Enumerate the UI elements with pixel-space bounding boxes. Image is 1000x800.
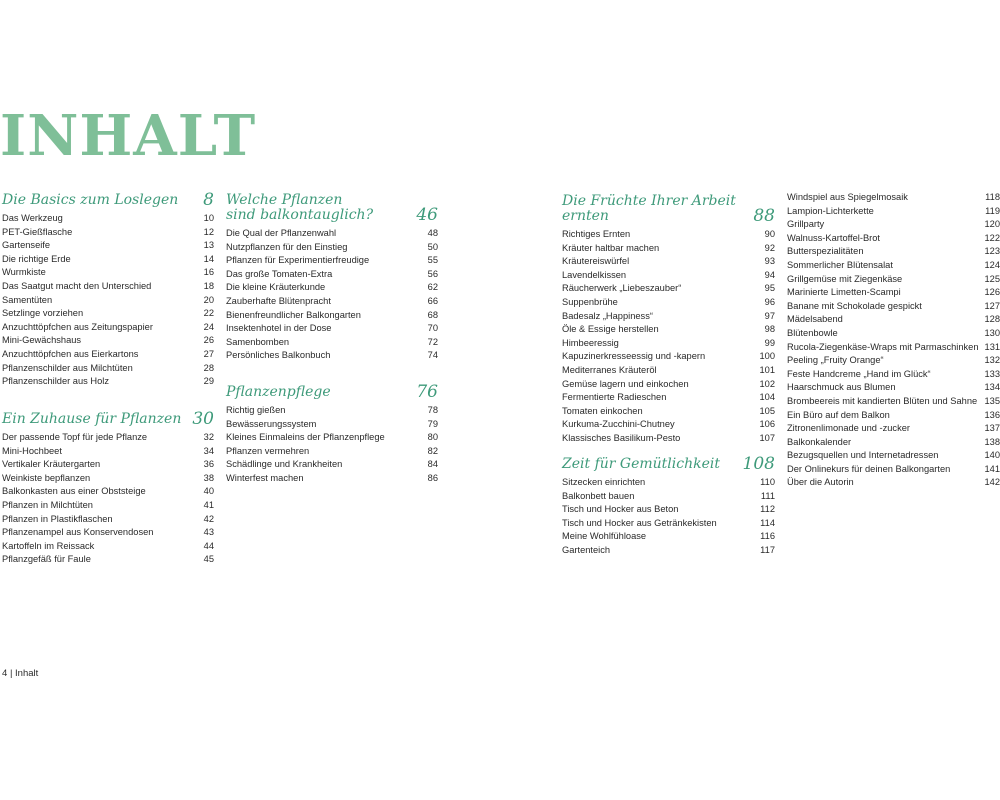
toc-entry-page: 41 — [203, 499, 214, 510]
toc-entry-page: 96 — [764, 296, 775, 307]
toc-entry-label: Samenbomben — [226, 336, 290, 347]
toc-entry-label: Zitronenlimonade und -zucker — [787, 423, 910, 434]
toc-entry[interactable] — [226, 418, 438, 432]
section-title: Pflanzenpflege — [226, 384, 331, 400]
toc-entry[interactable] — [2, 226, 214, 240]
section-title: Die Früchte Ihrer Arbeit ernten — [562, 193, 736, 224]
toc-entry-page: 124 — [984, 259, 1000, 270]
toc-entry-page: 22 — [203, 308, 214, 319]
page-title: INHALT — [0, 103, 257, 169]
toc-entry[interactable] — [562, 378, 775, 392]
section-heading[interactable] — [226, 382, 438, 402]
toc-entry-label: Bezugsquellen und Internetadressen — [787, 450, 939, 461]
toc-entry[interactable] — [787, 395, 1000, 409]
section-page: 88 — [753, 206, 775, 226]
toc-entry[interactable] — [2, 334, 214, 348]
toc-entry-page: 43 — [203, 527, 214, 538]
toc-entry-page: 106 — [759, 419, 775, 430]
entry-list — [226, 227, 438, 363]
toc-entry-page: 66 — [427, 295, 438, 306]
toc-entry-label: Winterfest machen — [226, 472, 304, 483]
toc-entry-page: 98 — [764, 324, 775, 335]
section-page: 46 — [416, 205, 438, 225]
section-title: Zeit für Gemütlichkeit — [562, 456, 720, 472]
toc-entry-label: Pflanzenschilder aus Milchtüten — [2, 362, 133, 373]
toc-entry[interactable] — [787, 341, 1000, 355]
toc-entry[interactable] — [2, 348, 214, 362]
toc-entry[interactable] — [2, 499, 214, 513]
toc-entry-label: Öle & Essige herstellen — [562, 324, 659, 335]
toc-entry-page: 118 — [985, 192, 1000, 202]
toc-entry-page: 132 — [984, 355, 1000, 366]
toc-entry-label: Grillparty — [787, 219, 825, 230]
toc-entry-page: 38 — [203, 472, 214, 483]
toc-entry-label: Richtiges Ernten — [562, 229, 631, 239]
toc-entry-label: Über die Autorin — [787, 477, 854, 488]
toc-entry-page: 93 — [764, 256, 775, 267]
toc-entry[interactable] — [226, 281, 438, 295]
toc-entry[interactable] — [2, 321, 214, 335]
toc-entry-page: 40 — [203, 486, 214, 497]
toc-entry-label: Pflanzen vermehren — [226, 445, 310, 456]
toc-entry-page: 13 — [203, 240, 214, 251]
toc-entry-label: Die Qual der Pflanzenwahl — [226, 228, 337, 238]
toc-entry-label: Wurmkiste — [2, 267, 46, 278]
toc-entry-page: 127 — [984, 300, 1000, 311]
footer-page-number: 4 — [2, 668, 8, 679]
toc-entry[interactable] — [562, 323, 775, 337]
toc-entry-label: Mädelsabend — [787, 314, 843, 325]
toc-entry-label: Der Onlinekurs für deinen Balkongarten — [787, 463, 951, 474]
toc-entry-label: Mini-Hochbeet — [2, 445, 62, 456]
toc-entry-page: 42 — [203, 513, 214, 524]
toc-entry-label: Der passende Topf für jede Pflanze — [2, 432, 148, 442]
toc-entry-page: 55 — [427, 255, 438, 266]
toc-entry-page: 92 — [764, 242, 775, 253]
toc-entry[interactable] — [2, 526, 214, 540]
toc-entry[interactable] — [562, 350, 775, 364]
toc-entry[interactable] — [562, 296, 775, 310]
toc-entry-label: Räucherwerk „Liebeszauber“ — [562, 283, 682, 294]
toc-entry-label: Balkonkasten aus einer Obststeige — [2, 486, 146, 497]
toc-entry-label: Banane mit Schokolade gespickt — [787, 300, 922, 311]
toc-entry-page: 99 — [764, 337, 775, 348]
toc-entry-page: 48 — [427, 228, 438, 238]
toc-entry[interactable] — [562, 418, 775, 432]
toc-section-basics — [2, 190, 214, 389]
toc-entry-page: 68 — [427, 309, 438, 320]
toc-entry[interactable] — [562, 476, 775, 490]
toc-entry-label: Lampion-Lichterkette — [787, 205, 874, 216]
toc-entry-label: Suppenbrühe — [562, 296, 618, 307]
toc-entry-page: 72 — [427, 336, 438, 347]
toc-entry-label: Rucola-Ziegenkäse-Wraps mit Parmaschinken — [787, 341, 979, 352]
toc-entry[interactable] — [787, 449, 1000, 463]
toc-entry-label: Vertikaler Kräutergarten — [2, 459, 101, 470]
toc-entry[interactable] — [787, 463, 1000, 477]
toc-entry[interactable] — [787, 300, 1000, 314]
toc-entry-page: 105 — [759, 405, 775, 416]
toc-entry[interactable] — [787, 368, 1000, 382]
toc-entry[interactable] — [787, 273, 1000, 287]
toc-entry-page: 140 — [984, 450, 1000, 461]
toc-entry-page: 120 — [984, 219, 1000, 230]
toc-entry-page: 56 — [427, 268, 438, 279]
toc-entry-page: 128 — [984, 314, 1000, 325]
toc-entry-page: 90 — [764, 229, 775, 239]
toc-entry[interactable] — [226, 472, 438, 486]
toc-entry-label: Tomaten einkochen — [562, 405, 643, 416]
toc-entry-page: 26 — [203, 335, 214, 346]
toc-entry-label: Klassisches Basilikum-Pesto — [562, 432, 681, 443]
toc-entry[interactable] — [226, 241, 438, 255]
toc-entry-label: Windspiel aus Spiegelmosaik — [787, 192, 908, 202]
toc-entry-page: 36 — [203, 459, 214, 470]
toc-entry-label: Blütenbowle — [787, 327, 838, 338]
section-heading[interactable] — [2, 190, 214, 210]
toc-entry[interactable] — [562, 364, 775, 378]
toc-entry-label: Tisch und Hocker aus Getränkekisten — [562, 517, 717, 528]
toc-entry-label: Grillgemüse mit Ziegenkäse — [787, 273, 903, 284]
toc-entry[interactable] — [2, 458, 214, 472]
toc-entry-label: Balkonbett bauen — [562, 490, 635, 501]
toc-entry[interactable] — [787, 232, 1000, 246]
toc-entry-label: Bewässerungssystem — [226, 418, 317, 429]
toc-section-pflanzen — [226, 193, 438, 363]
toc-entry-page: 97 — [764, 310, 775, 321]
toc-entry[interactable] — [226, 431, 438, 445]
toc-entry[interactable] — [562, 490, 775, 504]
toc-entry-page: 101 — [759, 364, 775, 375]
section-page: 30 — [192, 409, 214, 429]
toc-entry-page: 18 — [203, 280, 214, 291]
toc-entry[interactable] — [226, 309, 438, 323]
toc-entry-page: 84 — [427, 459, 438, 470]
toc-entry-page: 82 — [427, 445, 438, 456]
toc-entry-label: Insektenhotel in der Dose — [226, 323, 332, 334]
toc-entry[interactable] — [562, 530, 775, 544]
toc-entry-page: 32 — [203, 432, 214, 442]
toc-entry[interactable] — [562, 310, 775, 324]
toc-entry-label: Gartenteich — [562, 544, 611, 555]
toc-entry-label: PET-Gießflasche — [2, 226, 73, 237]
toc-entry-page: 126 — [984, 287, 1000, 298]
toc-entry-page: 138 — [984, 436, 1000, 447]
toc-entry-page: 28 — [203, 362, 214, 373]
toc-entry[interactable] — [787, 205, 1000, 219]
toc-entry-label: Kräuter haltbar machen — [562, 242, 660, 253]
toc-entry[interactable] — [562, 337, 775, 351]
toc-entry-page: 141 — [984, 463, 1000, 474]
section-heading[interactable] — [226, 193, 438, 223]
footer-label: Inhalt — [15, 668, 39, 679]
toc-entry[interactable] — [226, 268, 438, 282]
toc-entry-label: Mini-Gewächshaus — [2, 335, 82, 346]
toc-entry-label: Kapuzinerkresseessig und -kapern — [562, 351, 706, 362]
section-title: Die Basics zum Loslegen — [2, 192, 179, 208]
toc-entry-page: 20 — [203, 294, 214, 305]
toc-column-3 — [562, 193, 775, 555]
toc-entry[interactable] — [787, 327, 1000, 341]
toc-entry-label: Balkonkalender — [787, 436, 852, 447]
toc-entry-page: 123 — [984, 246, 1000, 257]
toc-entry-label: Sitzecken einrichten — [562, 477, 646, 487]
toc-entry[interactable] — [2, 362, 214, 376]
toc-entry[interactable] — [787, 422, 1000, 436]
toc-entry[interactable] — [2, 375, 214, 389]
toc-entry-label: Kleines Einmaleins der Pflanzenpflege — [226, 432, 385, 443]
toc-entry-page: 107 — [759, 432, 775, 443]
toc-entry[interactable] — [787, 409, 1000, 423]
entry-list — [787, 191, 1000, 490]
toc-entry[interactable] — [2, 553, 214, 567]
toc-entry-page: 112 — [760, 504, 775, 515]
toc-entry[interactable] — [787, 245, 1000, 259]
toc-entry[interactable] — [787, 259, 1000, 273]
toc-entry-page: 122 — [984, 232, 1000, 243]
toc-entry-page: 74 — [427, 350, 438, 361]
toc-entry[interactable] — [787, 286, 1000, 300]
toc-entry-label: Persönliches Balkonbuch — [226, 350, 331, 361]
entry-list — [226, 404, 438, 486]
toc-entry-label: Fermentierte Radieschen — [562, 392, 667, 403]
toc-entry-label: Butterspezialitäten — [787, 246, 864, 257]
toc-entry[interactable] — [2, 445, 214, 459]
toc-entry[interactable] — [562, 517, 775, 531]
toc-entry-label: Schädlinge und Krankheiten — [226, 459, 343, 470]
toc-entry-label: Ein Büro auf dem Balkon — [787, 409, 890, 420]
toc-entry-label: Setzlinge vorziehen — [2, 308, 84, 319]
toc-entry-label: Kurkuma-Zucchini-Chutney — [562, 419, 675, 430]
toc-entry[interactable] — [562, 391, 775, 405]
section-page: 108 — [742, 454, 775, 474]
toc-entry-page: 100 — [759, 351, 775, 362]
toc-entry-label: Lavendelkissen — [562, 269, 627, 280]
toc-entry-page: 111 — [760, 490, 775, 501]
section-heading[interactable] — [562, 454, 775, 474]
toc-entry-label: Pflanzgefäß für Faule — [2, 554, 91, 565]
toc-entry[interactable] — [2, 212, 214, 226]
toc-entry[interactable] — [226, 227, 438, 241]
toc-entry-page: 133 — [984, 368, 1000, 379]
toc-entry-label: Sommerlicher Blütensalat — [787, 259, 893, 270]
section-title: Welche Pflanzen sind balkontauglich? — [226, 192, 374, 223]
toc-entry[interactable] — [2, 472, 214, 486]
toc-entry[interactable] — [2, 266, 214, 280]
toc-column-4 — [787, 191, 1000, 490]
entry-list — [562, 228, 775, 446]
toc-entry[interactable] — [226, 295, 438, 309]
toc-entry[interactable] — [226, 336, 438, 350]
toc-entry-page: 134 — [984, 382, 1000, 393]
toc-entry-page: 110 — [760, 477, 775, 487]
toc-section-pflege — [226, 382, 438, 486]
toc-entry-page: 95 — [764, 283, 775, 294]
toc-entry-label: Mediterranes Kräuteröl — [562, 364, 657, 375]
toc-entry-label: Brombeereis mit kandierten Blüten und Sahne — [787, 395, 978, 406]
toc-entry[interactable] — [787, 476, 1000, 490]
toc-entry[interactable] — [226, 458, 438, 472]
toc-entry[interactable] — [562, 503, 775, 517]
toc-entry-label: Zauberhafte Blütenpracht — [226, 295, 331, 306]
toc-entry-label: Meine Wohlfühloase — [562, 531, 647, 542]
toc-entry-label: Die richtige Erde — [2, 253, 71, 264]
toc-entry[interactable] — [2, 294, 214, 308]
toc-entry-page: 119 — [985, 205, 1000, 216]
toc-entry-label: Tisch und Hocker aus Beton — [562, 504, 679, 515]
toc-entry-page: 114 — [760, 517, 775, 528]
toc-entry-label: Pflanzenschilder aus Holz — [2, 376, 109, 387]
toc-entry[interactable] — [787, 354, 1000, 368]
toc-entry-label: Kartoffeln im Reissack — [2, 540, 95, 551]
toc-entry[interactable] — [787, 436, 1000, 450]
toc-section-gemuetlichkeit — [562, 454, 775, 558]
toc-entry[interactable] — [787, 191, 1000, 205]
toc-entry-page: 45 — [203, 554, 214, 565]
toc-entry-label: Feste Handcreme „Hand im Glück“ — [787, 368, 931, 379]
toc-entry[interactable] — [562, 282, 775, 296]
toc-entry-page: 80 — [427, 432, 438, 443]
toc-entry[interactable] — [562, 228, 775, 242]
section-heading[interactable] — [2, 409, 214, 429]
toc-entry-page: 131 — [984, 341, 1000, 352]
toc-entry-label: Pflanzen für Experimentierfreudige — [226, 255, 370, 266]
toc-entry-page: 79 — [427, 418, 438, 429]
toc-entry-page: 135 — [984, 395, 1000, 406]
toc-entry-label: Gartenseife — [2, 240, 51, 251]
toc-entry-page: 29 — [203, 376, 214, 387]
toc-entry-label: Das große Tomaten-Extra — [226, 268, 333, 279]
toc-entry[interactable] — [226, 404, 438, 418]
toc-entry-label: Peeling „Fruity Orange“ — [787, 355, 884, 366]
toc-entry-page: 78 — [427, 405, 438, 415]
toc-entry-label: Kräutereiswürfel — [562, 256, 630, 267]
toc-entry[interactable] — [562, 242, 775, 256]
toc-entry-label: Pflanzen in Plastikflaschen — [2, 513, 113, 524]
toc-entry[interactable] — [2, 485, 214, 499]
toc-entry-page: 142 — [984, 477, 1000, 488]
toc-entry-page: 14 — [203, 253, 214, 264]
toc-entry[interactable] — [2, 431, 214, 445]
toc-entry-page: 70 — [427, 323, 438, 334]
toc-entry-page: 86 — [427, 472, 438, 483]
toc-entry-label: Das Werkzeug — [2, 213, 63, 223]
toc-entry-label: Die kleine Kräuterkunde — [226, 282, 326, 293]
toc-entry[interactable] — [562, 405, 775, 419]
toc-entry-page: 34 — [203, 445, 214, 456]
toc-entry-page: 44 — [203, 540, 214, 551]
toc-entry[interactable] — [226, 445, 438, 459]
toc-entry-page: 24 — [203, 321, 214, 332]
entry-list — [2, 431, 214, 567]
toc-entry-page: 130 — [984, 327, 1000, 338]
section-page: 8 — [203, 190, 214, 210]
entry-list — [562, 476, 775, 558]
toc-entry-page: 10 — [203, 213, 214, 223]
toc-entry-page: 50 — [427, 241, 438, 252]
toc-entry[interactable] — [226, 349, 438, 363]
toc-entry-page: 94 — [764, 269, 775, 280]
toc-entry[interactable] — [562, 544, 775, 558]
section-heading[interactable] — [562, 194, 775, 224]
toc-entry-page: 125 — [984, 273, 1000, 284]
section-page: 76 — [416, 382, 438, 402]
toc-entry[interactable] — [2, 253, 214, 267]
section-title: Ein Zuhause für Pflanzen — [2, 411, 182, 427]
toc-entry-page: 137 — [984, 423, 1000, 434]
toc-entry-label: Das Saatgut macht den Unterschied — [2, 280, 152, 291]
toc-entry-label: Richtig gießen — [226, 405, 286, 415]
toc-entry-label: Himbeeressig — [562, 337, 619, 348]
toc-entry[interactable] — [562, 255, 775, 269]
toc-entry[interactable] — [2, 239, 214, 253]
toc-entry-label: Gemüse lagern und einkochen — [562, 378, 689, 389]
toc-entry-label: Haarschmuck aus Blumen — [787, 382, 896, 393]
toc-entry[interactable] — [562, 269, 775, 283]
toc-entry-label: Samentüten — [2, 294, 53, 305]
toc-entry-label: Nutzpflanzen für den Einstieg — [226, 241, 348, 252]
toc-entry-label: Badesalz „Happiness“ — [562, 310, 653, 321]
toc-column-2 — [226, 192, 438, 483]
toc-entry-page: 102 — [759, 378, 775, 389]
entry-list — [2, 212, 214, 389]
toc-entry-page: 27 — [203, 348, 214, 359]
toc-entry-page: 117 — [760, 544, 775, 555]
toc-entry-label: Marinierte Limetten-Scampi — [787, 287, 901, 298]
toc-entry[interactable] — [2, 307, 214, 321]
toc-entry-label: Anzuchttöpfchen aus Eierkartons — [2, 348, 139, 359]
toc-entry[interactable] — [562, 432, 775, 446]
toc-column-1 — [2, 190, 214, 565]
toc-entry-page: 136 — [984, 409, 1000, 420]
toc-entry-page: 62 — [427, 282, 438, 293]
toc-entry-page: 16 — [203, 267, 214, 278]
toc-entry-page: 12 — [203, 226, 214, 237]
toc-entry-label: Anzuchttöpfchen aus Zeitungspapier — [2, 321, 153, 332]
toc-entry-label: Bienenfreundlicher Balkongarten — [226, 309, 361, 320]
toc-entry[interactable] — [787, 381, 1000, 395]
toc-entry[interactable] — [787, 218, 1000, 232]
toc-entry-label: Weinkiste bepflanzen — [2, 472, 91, 483]
toc-entry-label: Pflanzen in Milchtüten — [2, 499, 93, 510]
toc-entry[interactable] — [2, 540, 214, 554]
toc-section-zuhause — [2, 409, 214, 567]
toc-entry[interactable] — [787, 313, 1000, 327]
footer-separator: | — [9, 668, 13, 679]
toc-entry[interactable] — [2, 513, 214, 527]
toc-entry[interactable] — [226, 322, 438, 336]
toc-entry-label: Walnuss-Kartoffel-Brot — [787, 232, 881, 243]
page-footer — [2, 668, 38, 679]
toc-entry-label: Pflanzenampel aus Konservendosen — [2, 527, 154, 538]
toc-section-ernten — [562, 194, 775, 446]
toc-entry-page: 116 — [760, 531, 775, 542]
toc-entry[interactable] — [2, 280, 214, 294]
toc-entry-page: 104 — [759, 392, 775, 403]
toc-entry[interactable] — [226, 254, 438, 268]
